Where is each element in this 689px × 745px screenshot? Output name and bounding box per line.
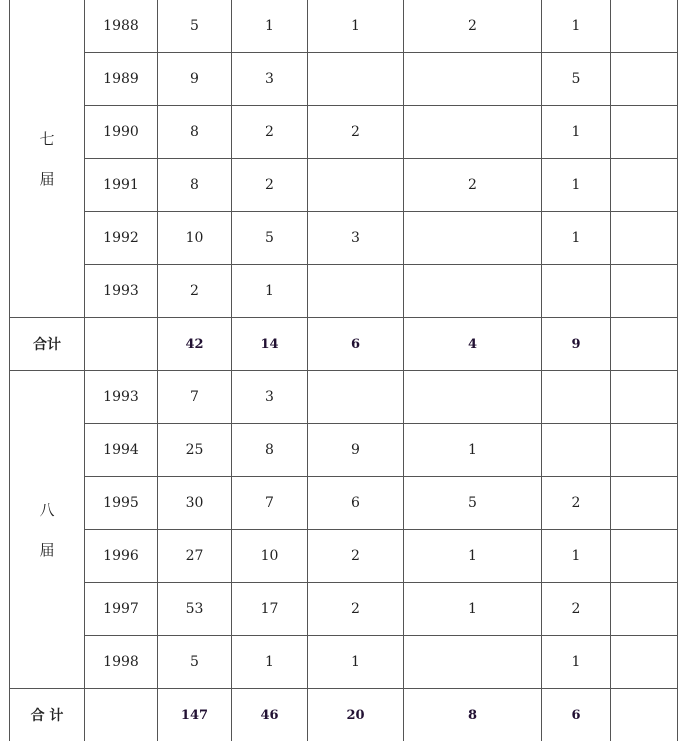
total-label: 合 计: [10, 689, 85, 742]
total-value: 147: [158, 689, 232, 742]
table-row: [10, 636, 678, 689]
value-cell: 53: [158, 583, 232, 636]
value-cell: 27: [158, 530, 232, 583]
value-cell: 10: [232, 530, 308, 583]
year-cell: 1997: [85, 583, 158, 636]
year-cell: 1991: [85, 159, 158, 212]
table-row: [10, 53, 678, 106]
year-cell: [85, 318, 158, 371]
value-cell: 7: [158, 371, 232, 424]
value-cell: 8: [232, 424, 308, 477]
value-cell: [308, 371, 404, 424]
year-cell: 1993: [85, 265, 158, 318]
total-value: [611, 318, 678, 371]
value-cell: [611, 530, 678, 583]
value-cell: 10: [158, 212, 232, 265]
value-cell: [308, 159, 404, 212]
value-cell: 1: [542, 106, 611, 159]
value-cell: 5: [158, 0, 232, 53]
value-cell: 2: [308, 530, 404, 583]
value-cell: 2: [542, 583, 611, 636]
year-cell: 1996: [85, 530, 158, 583]
year-cell: 1998: [85, 636, 158, 689]
value-cell: 30: [158, 477, 232, 530]
value-cell: 2: [232, 106, 308, 159]
total-value: 9: [542, 318, 611, 371]
value-cell: 8: [158, 106, 232, 159]
value-cell: 17: [232, 583, 308, 636]
year-cell: 1993: [85, 371, 158, 424]
table-row: [10, 106, 678, 159]
table-row: [10, 583, 678, 636]
table-row: [10, 0, 678, 53]
total-value: 4: [404, 318, 542, 371]
value-cell: [404, 636, 542, 689]
value-cell: 2: [404, 0, 542, 53]
data-table: [9, 0, 678, 741]
value-cell: [404, 371, 542, 424]
year-cell: 1994: [85, 424, 158, 477]
value-cell: 3: [308, 212, 404, 265]
group-label-line1: 八: [39, 500, 55, 519]
value-cell: [542, 265, 611, 318]
total-value: [611, 689, 678, 742]
value-cell: 2: [158, 265, 232, 318]
value-cell: 2: [308, 106, 404, 159]
value-cell: 9: [308, 424, 404, 477]
value-cell: 25: [158, 424, 232, 477]
value-cell: 1: [404, 530, 542, 583]
value-cell: 1: [404, 424, 542, 477]
value-cell: 1: [308, 636, 404, 689]
value-cell: 8: [158, 159, 232, 212]
total-value: 14: [232, 318, 308, 371]
value-cell: [542, 424, 611, 477]
value-cell: [611, 583, 678, 636]
value-cell: [611, 159, 678, 212]
table-row: [10, 424, 678, 477]
value-cell: [404, 212, 542, 265]
value-cell: 3: [232, 371, 308, 424]
value-cell: 2: [308, 583, 404, 636]
group-label-cell: [10, 0, 85, 318]
value-cell: 1: [232, 636, 308, 689]
value-cell: [611, 212, 678, 265]
value-cell: 5: [232, 212, 308, 265]
total-value: 20: [308, 689, 404, 742]
value-cell: [404, 265, 542, 318]
value-cell: 3: [232, 53, 308, 106]
value-cell: 1: [542, 159, 611, 212]
value-cell: 1: [542, 0, 611, 53]
total-row: [10, 689, 678, 742]
total-value: 6: [542, 689, 611, 742]
value-cell: 1: [542, 530, 611, 583]
total-value: 8: [404, 689, 542, 742]
value-cell: 1: [232, 265, 308, 318]
table-row: [10, 265, 678, 318]
value-cell: [611, 424, 678, 477]
total-label: 合计: [10, 318, 85, 371]
value-cell: [611, 477, 678, 530]
value-cell: 5: [158, 636, 232, 689]
year-cell: 1995: [85, 477, 158, 530]
table-row: [10, 159, 678, 212]
value-cell: [611, 371, 678, 424]
value-cell: 1: [542, 212, 611, 265]
value-cell: 6: [308, 477, 404, 530]
total-value: 46: [232, 689, 308, 742]
group-label-cell: [10, 371, 85, 689]
value-cell: 7: [232, 477, 308, 530]
value-cell: [611, 636, 678, 689]
value-cell: [611, 265, 678, 318]
table-row: [10, 530, 678, 583]
value-cell: [308, 53, 404, 106]
value-cell: 1: [404, 583, 542, 636]
group-label-line2: 届: [39, 540, 55, 559]
value-cell: 9: [158, 53, 232, 106]
value-cell: [611, 0, 678, 53]
table-row: [10, 477, 678, 530]
total-value: 6: [308, 318, 404, 371]
value-cell: 1: [232, 0, 308, 53]
group-label-line2: 届: [39, 169, 55, 188]
value-cell: 1: [308, 0, 404, 53]
value-cell: [404, 53, 542, 106]
value-cell: [308, 265, 404, 318]
year-cell: 1989: [85, 53, 158, 106]
value-cell: [404, 106, 542, 159]
value-cell: [611, 106, 678, 159]
value-cell: 2: [404, 159, 542, 212]
table-row: [10, 371, 678, 424]
year-cell: [85, 689, 158, 742]
value-cell: 2: [232, 159, 308, 212]
year-cell: 1990: [85, 106, 158, 159]
total-value: 42: [158, 318, 232, 371]
value-cell: [542, 371, 611, 424]
total-row: [10, 318, 678, 371]
value-cell: 1: [542, 636, 611, 689]
value-cell: 5: [542, 53, 611, 106]
year-cell: 1988: [85, 0, 158, 53]
value-cell: 5: [404, 477, 542, 530]
value-cell: [611, 53, 678, 106]
year-cell: 1992: [85, 212, 158, 265]
table-row: [10, 212, 678, 265]
value-cell: 2: [542, 477, 611, 530]
group-label-line1: 七: [39, 129, 55, 148]
